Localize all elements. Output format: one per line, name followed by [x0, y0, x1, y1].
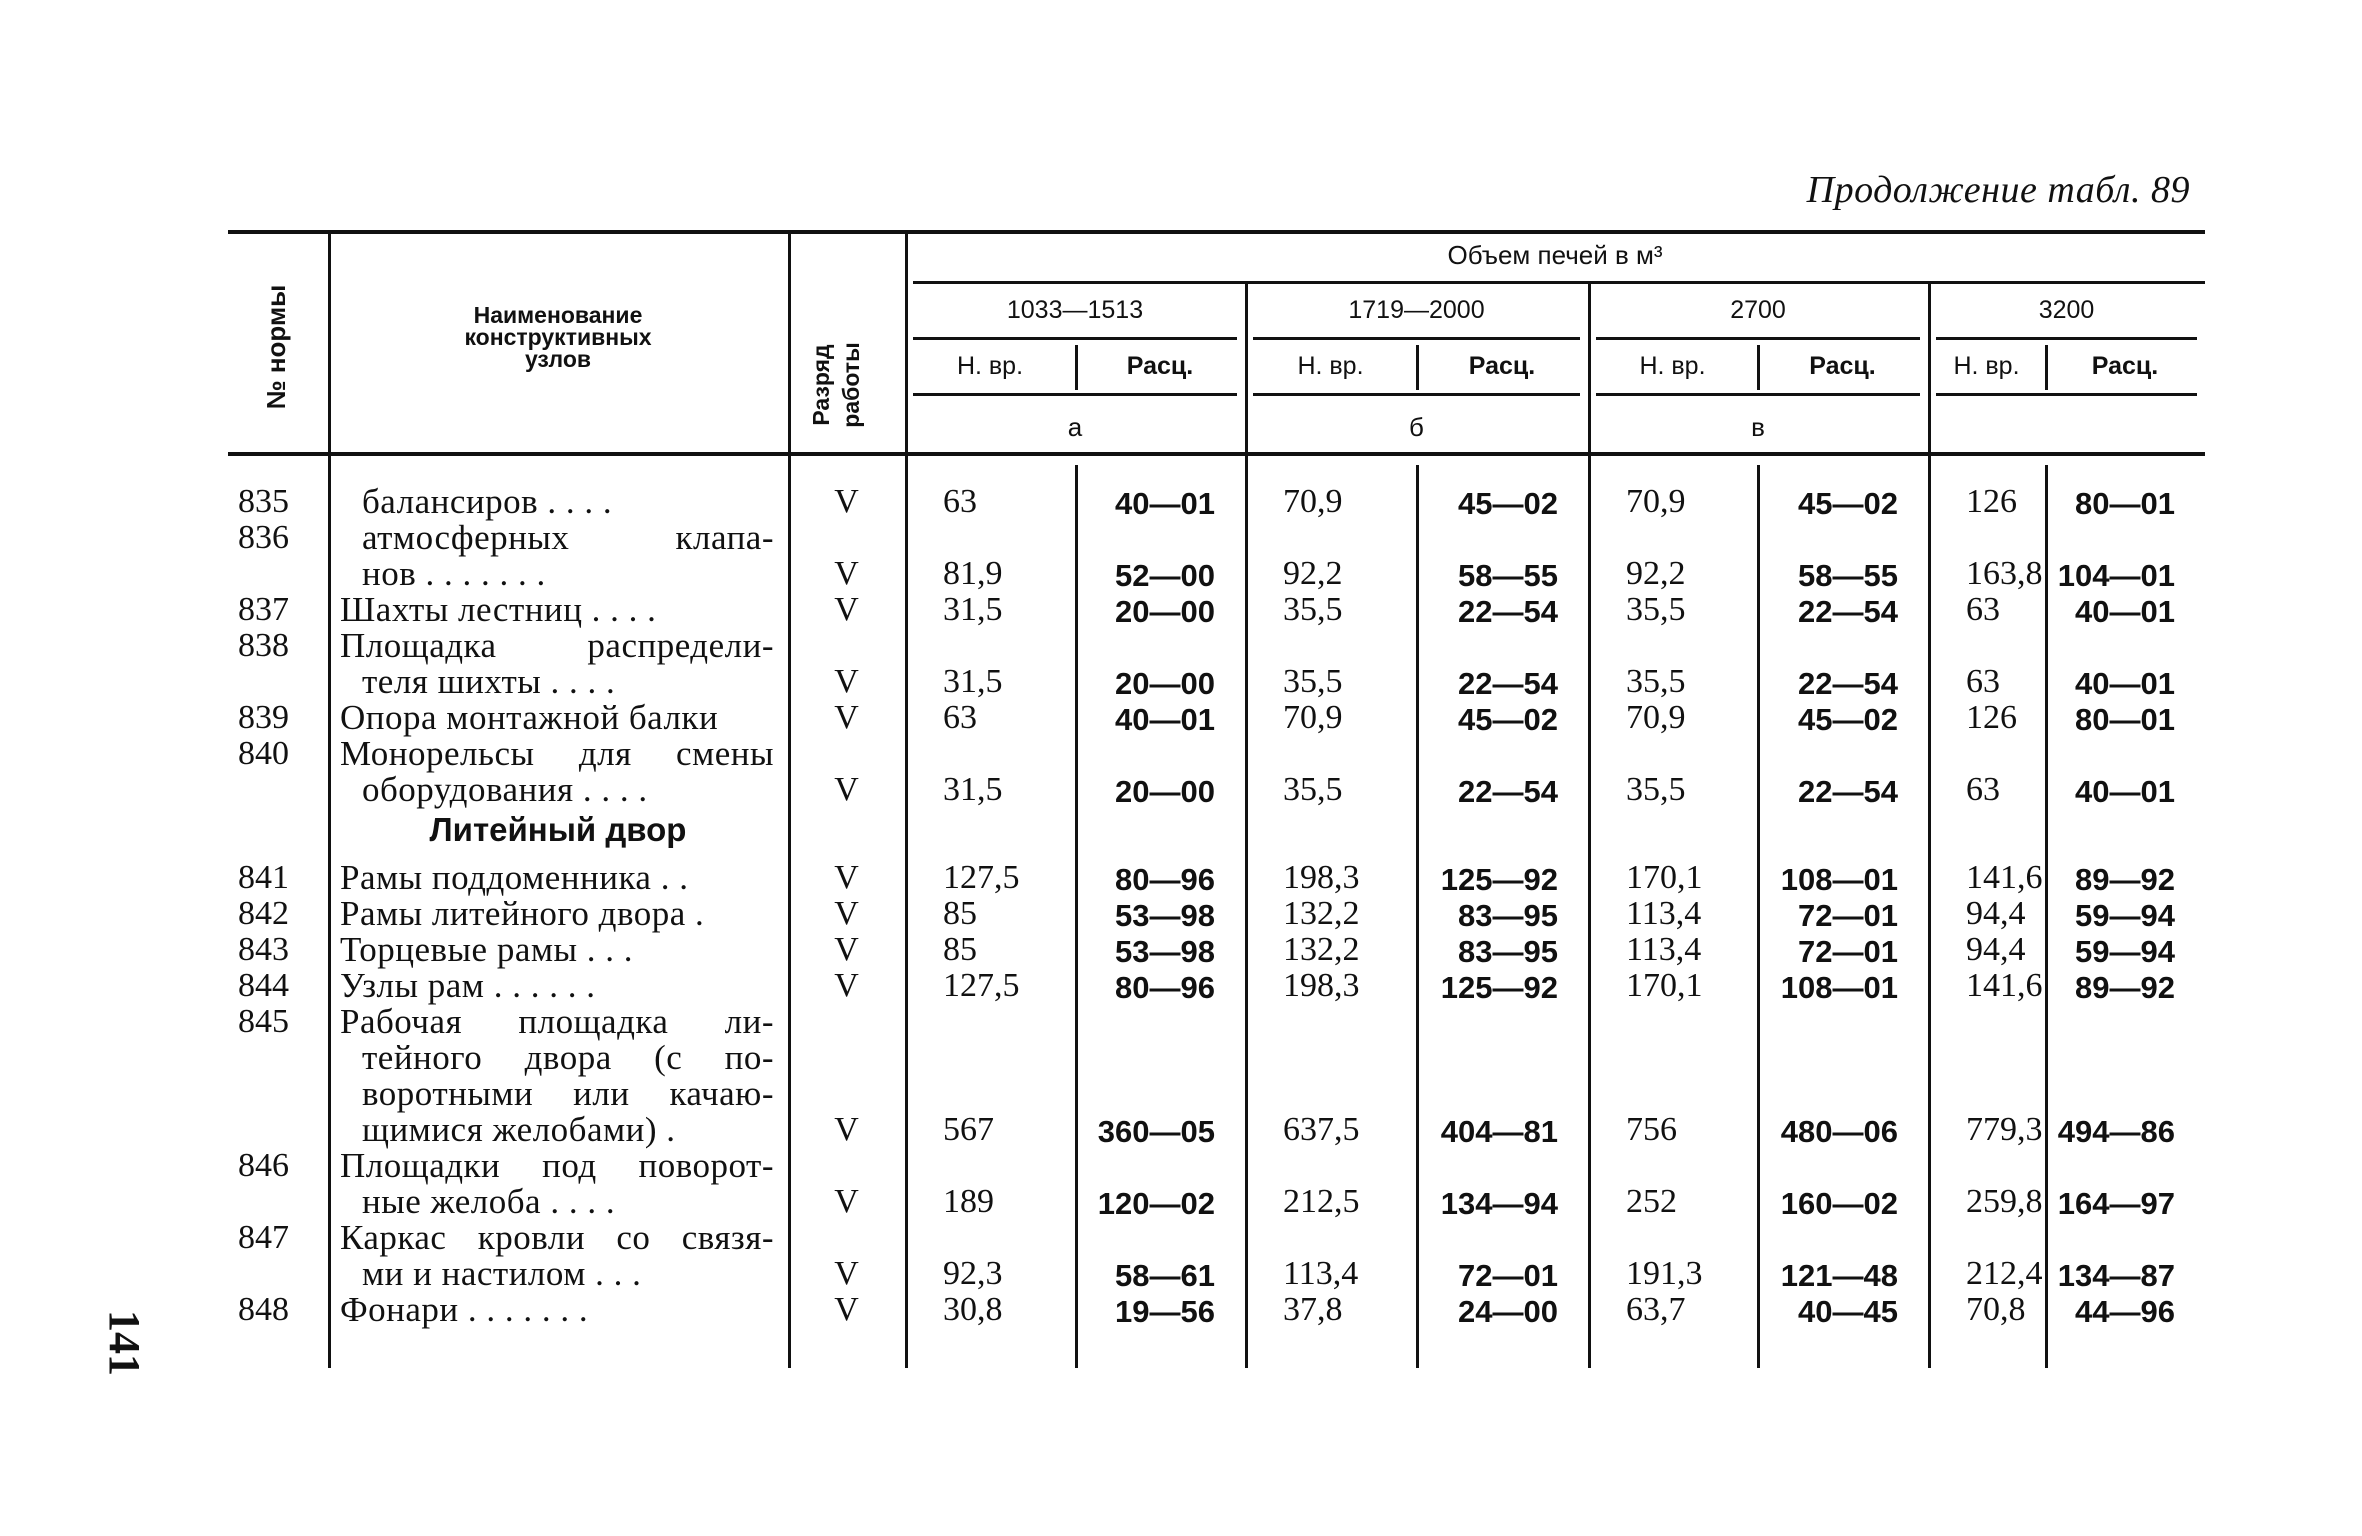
item-name-line: Рамы поддоменника . . — [340, 858, 689, 897]
rate-value: 22—54 — [1458, 774, 1558, 809]
time-value: 127,5 — [943, 859, 1020, 896]
time-value: 70,9 — [1626, 699, 1686, 736]
time-value: 212,4 — [1966, 1255, 2043, 1292]
rate-value: 58—55 — [1798, 558, 1898, 593]
rate-value: 22—54 — [1798, 666, 1898, 701]
item-name-line: Каркас кровли со связя- — [340, 1218, 774, 1257]
grade-header-line: Разряд — [808, 344, 834, 426]
rate-value: 121—48 — [1780, 1258, 1898, 1293]
rate-value: 108—01 — [1780, 970, 1898, 1005]
table-caption: Продолжение табл. 89 — [1806, 169, 2190, 211]
subheader-rate: Расц. — [1809, 352, 1876, 380]
page-number: 141 — [100, 1310, 149, 1376]
time-value: 81,9 — [943, 555, 1003, 592]
time-value: 141,6 — [1966, 859, 2043, 896]
time-value: 35,5 — [1626, 591, 1686, 628]
rate-value: 24—00 — [1458, 1294, 1558, 1329]
rate-value: 80—96 — [1115, 862, 1215, 897]
subcol-rule — [913, 393, 1237, 396]
grade-cell: V — [834, 591, 859, 628]
item-name-line: балансиров . . . . — [362, 482, 613, 521]
time-value: 63 — [1966, 591, 2000, 628]
time-value: 31,5 — [943, 771, 1003, 808]
rate-value: 72—01 — [1798, 898, 1898, 933]
time-value: 567 — [943, 1111, 994, 1148]
vrule-group — [1588, 281, 1591, 1368]
item-name-line: воротными или качаю- — [362, 1074, 774, 1113]
rate-value: 360—05 — [1097, 1114, 1215, 1149]
time-value: 756 — [1626, 1111, 1677, 1148]
rate-value: 20—00 — [1115, 774, 1215, 809]
section-title: Литейный двор — [429, 811, 687, 848]
time-value: 92,2 — [1283, 555, 1343, 592]
group-range-header: 2700 — [1730, 296, 1786, 324]
rate-value: 59—94 — [2075, 934, 2175, 969]
rate-value: 45—02 — [1458, 702, 1558, 737]
time-value: 35,5 — [1283, 663, 1343, 700]
time-value: 63 — [943, 483, 977, 520]
norm-number: 837 — [238, 591, 289, 628]
item-name-line: атмосферных клапа- — [362, 518, 774, 557]
rate-value: 40—01 — [2075, 594, 2175, 629]
rate-value: 80—96 — [1115, 970, 1215, 1005]
vrule-name — [328, 230, 331, 1368]
rate-value: 45—02 — [1458, 486, 1558, 521]
time-value: 35,5 — [1283, 591, 1343, 628]
time-value: 70,9 — [1283, 699, 1343, 736]
time-value: 113,4 — [1626, 931, 1702, 968]
rate-value: 72—01 — [1458, 1258, 1558, 1293]
grade-cell: V — [834, 1255, 859, 1292]
item-name-line: нов . . . . . . . — [362, 554, 546, 593]
norm-number: 841 — [238, 859, 289, 896]
rate-value: 22—54 — [1798, 774, 1898, 809]
time-value: 35,5 — [1283, 771, 1343, 808]
rate-value: 22—54 — [1458, 666, 1558, 701]
vrule-group — [1245, 281, 1248, 1368]
norm-number: 843 — [238, 931, 289, 968]
time-value: 63 — [1966, 771, 2000, 808]
item-name-line: Рабочая площадка ли- — [340, 1002, 774, 1041]
time-value: 94,4 — [1966, 931, 2026, 968]
item-name-line: оборудования . . . . — [362, 770, 648, 809]
rate-value: 45—02 — [1798, 486, 1898, 521]
time-value: 259,8 — [1966, 1183, 2043, 1220]
rate-value: 59—94 — [2075, 898, 2175, 933]
grade-cell: V — [834, 1291, 859, 1328]
subheader-rate: Расц. — [1126, 352, 1194, 380]
rate-value: 45—02 — [1798, 702, 1898, 737]
rate-value: 120—02 — [1097, 1186, 1215, 1221]
group-range-header: 1033—1513 — [1006, 296, 1144, 324]
item-name-line: Шахты лестниц . . . . — [340, 590, 657, 629]
norm-number: 836 — [238, 519, 289, 556]
rate-value: 22—54 — [1798, 594, 1898, 629]
rate-value: 19—56 — [1115, 1294, 1215, 1329]
subheader-time: Н. вр. — [1297, 352, 1364, 380]
time-value: 63 — [1966, 663, 2000, 700]
time-value: 63 — [943, 699, 977, 736]
rate-value: 89—92 — [2075, 862, 2175, 897]
grade-cell: V — [834, 555, 859, 592]
rate-value: 40—01 — [2075, 666, 2175, 701]
group-range-rule — [913, 337, 1237, 340]
time-value: 127,5 — [943, 967, 1020, 1004]
time-value: 126 — [1966, 699, 2017, 736]
rate-value: 404—81 — [1440, 1114, 1558, 1149]
time-value: 141,6 — [1966, 967, 2043, 1004]
time-value: 30,8 — [943, 1291, 1003, 1328]
grade-cell: V — [834, 967, 859, 1004]
item-name-line: Узлы рам . . . . . . — [340, 966, 596, 1005]
norm-number: 840 — [238, 735, 289, 772]
item-name-line: ми и настилом . . . — [362, 1254, 642, 1293]
rate-value: 53—98 — [1115, 934, 1215, 969]
grade-header-line: работы — [838, 342, 864, 428]
rate-value: 83—95 — [1458, 898, 1558, 933]
group-range-header: 1719—2000 — [1348, 296, 1485, 324]
rate-value: 134—94 — [1440, 1186, 1558, 1221]
time-value: 779,3 — [1966, 1111, 2043, 1148]
group-letter: в — [1751, 412, 1765, 442]
item-name-line: теля шихты . . . . — [362, 662, 616, 701]
norm-number: 848 — [238, 1291, 289, 1328]
grade-cell: V — [834, 1183, 859, 1220]
group-letter: б — [1409, 412, 1424, 442]
rate-value: 72—01 — [1798, 934, 1898, 969]
time-value: 35,5 — [1626, 771, 1686, 808]
grade-cell: V — [834, 663, 859, 700]
grade-cell: V — [834, 931, 859, 968]
rate-value: 52—00 — [1115, 558, 1215, 593]
time-value: 31,5 — [943, 591, 1003, 628]
time-value: 94,4 — [1966, 895, 2026, 932]
grade-cell: V — [834, 1111, 859, 1148]
rate-value: 164—97 — [2057, 1186, 2175, 1221]
item-name-line: щимися желобами) . — [362, 1110, 676, 1149]
name-header-line: конструктивных — [464, 324, 652, 350]
norm-number: 845 — [238, 1003, 289, 1040]
rate-value: 108—01 — [1780, 862, 1898, 897]
norm-number: 846 — [238, 1147, 289, 1184]
time-value: 132,2 — [1283, 895, 1360, 932]
rate-value: 53—98 — [1115, 898, 1215, 933]
item-name-line: Опора монтажной балки — [340, 698, 719, 737]
subcol-rule — [1596, 393, 1920, 396]
name-header-line: узлов — [524, 346, 592, 372]
item-name-line: ные желоба . . . . — [362, 1182, 616, 1221]
subheader-time: Н. вр. — [1639, 352, 1706, 380]
grade-cell: V — [834, 859, 859, 896]
time-value: 198,3 — [1283, 859, 1360, 896]
time-value: 113,4 — [1283, 1255, 1359, 1292]
group-range-rule — [1936, 337, 2197, 340]
time-value: 113,4 — [1626, 895, 1702, 932]
time-value: 70,8 — [1966, 1291, 2026, 1328]
volume-header: Объем печей в м³ — [1447, 240, 1663, 270]
time-value: 35,5 — [1626, 663, 1686, 700]
subheader-time: Н. вр. — [956, 352, 1024, 380]
group-letter: а — [1067, 412, 1083, 442]
rate-value: 40—01 — [2075, 774, 2175, 809]
time-value: 252 — [1626, 1183, 1677, 1220]
rate-value: 20—00 — [1115, 666, 1215, 701]
item-name-line: тейного двора (с по- — [362, 1038, 774, 1077]
rate-value: 44—96 — [2075, 1294, 2175, 1329]
time-value: 126 — [1966, 483, 2017, 520]
rate-value: 40—01 — [1115, 702, 1215, 737]
norm-number: 838 — [238, 627, 289, 664]
norm-number: 842 — [238, 895, 289, 932]
rate-value: 80—01 — [2075, 702, 2175, 737]
item-name-line: Площадки под поворот- — [340, 1146, 774, 1185]
time-value: 170,1 — [1626, 859, 1703, 896]
time-value: 70,9 — [1283, 483, 1343, 520]
time-value: 92,2 — [1626, 555, 1686, 592]
time-value: 31,5 — [943, 663, 1003, 700]
name-header-line: Наименование — [473, 302, 643, 328]
subcol-rule — [1936, 393, 2197, 396]
time-value: 63,7 — [1626, 1291, 1686, 1328]
item-name-line: Фонари . . . . . . . — [340, 1290, 589, 1329]
rate-value: 134—87 — [2057, 1258, 2175, 1293]
subheader-time: Н. вр. — [1953, 352, 2020, 380]
grade-cell: V — [834, 699, 859, 736]
time-value: 70,9 — [1626, 483, 1686, 520]
rate-value: 104—01 — [2057, 558, 2175, 593]
group-range-rule — [1253, 337, 1580, 340]
group-range-header: 3200 — [2038, 296, 2095, 324]
norm-number: 847 — [238, 1219, 289, 1256]
rate-value: 480—06 — [1780, 1114, 1898, 1149]
rate-value: 125—92 — [1440, 862, 1558, 897]
rate-value: 494—86 — [2057, 1114, 2175, 1149]
top-rule — [228, 230, 2205, 234]
time-value: 170,1 — [1626, 967, 1703, 1004]
time-value: 37,8 — [1283, 1291, 1343, 1328]
subcol-rule — [1253, 393, 1580, 396]
rate-value: 89—92 — [2075, 970, 2175, 1005]
rate-value: 20—00 — [1115, 594, 1215, 629]
subheader-rate: Расц. — [1468, 352, 1536, 380]
norm-number: 844 — [238, 967, 289, 1004]
norm-number: 839 — [238, 699, 289, 736]
time-value: 637,5 — [1283, 1111, 1360, 1148]
rate-value: 22—54 — [1458, 594, 1558, 629]
time-value: 191,3 — [1626, 1255, 1703, 1292]
time-value: 198,3 — [1283, 967, 1360, 1004]
rate-value: 160—02 — [1780, 1186, 1898, 1221]
rate-value: 125—92 — [1440, 970, 1558, 1005]
time-value: 132,2 — [1283, 931, 1360, 968]
time-value: 92,3 — [943, 1255, 1003, 1292]
rate-value: 80—01 — [2075, 486, 2175, 521]
grade-cell: V — [834, 771, 859, 808]
grade-cell: V — [834, 483, 859, 520]
time-value: 85 — [943, 931, 977, 968]
norm-number-header: № нормы — [261, 284, 291, 410]
rate-value: 83—95 — [1458, 934, 1558, 969]
vrule-group — [1928, 281, 1931, 1368]
rate-value: 58—55 — [1458, 558, 1558, 593]
time-value: 163,8 — [1966, 555, 2043, 592]
rate-value: 58—61 — [1115, 1258, 1215, 1293]
header-bottom-rule — [228, 452, 2205, 456]
item-name-line: Рамы литейного двора . — [340, 894, 705, 933]
time-value: 189 — [943, 1183, 994, 1220]
item-name-line: Монорельсы для смены — [340, 734, 774, 773]
group-range-rule — [1596, 337, 1920, 340]
item-name-line: Площадка распредели- — [340, 626, 774, 665]
item-name-line: Торцевые рамы . . . — [340, 930, 634, 969]
time-value: 212,5 — [1283, 1183, 1360, 1220]
time-value: 85 — [943, 895, 977, 932]
rate-value: 40—01 — [1115, 486, 1215, 521]
vrule-data — [905, 230, 908, 1368]
rate-value: 40—45 — [1798, 1294, 1898, 1329]
grade-cell: V — [834, 895, 859, 932]
subheader-rate: Расц. — [2091, 352, 2159, 380]
volume-rule — [913, 281, 2205, 284]
norm-number: 835 — [238, 483, 289, 520]
